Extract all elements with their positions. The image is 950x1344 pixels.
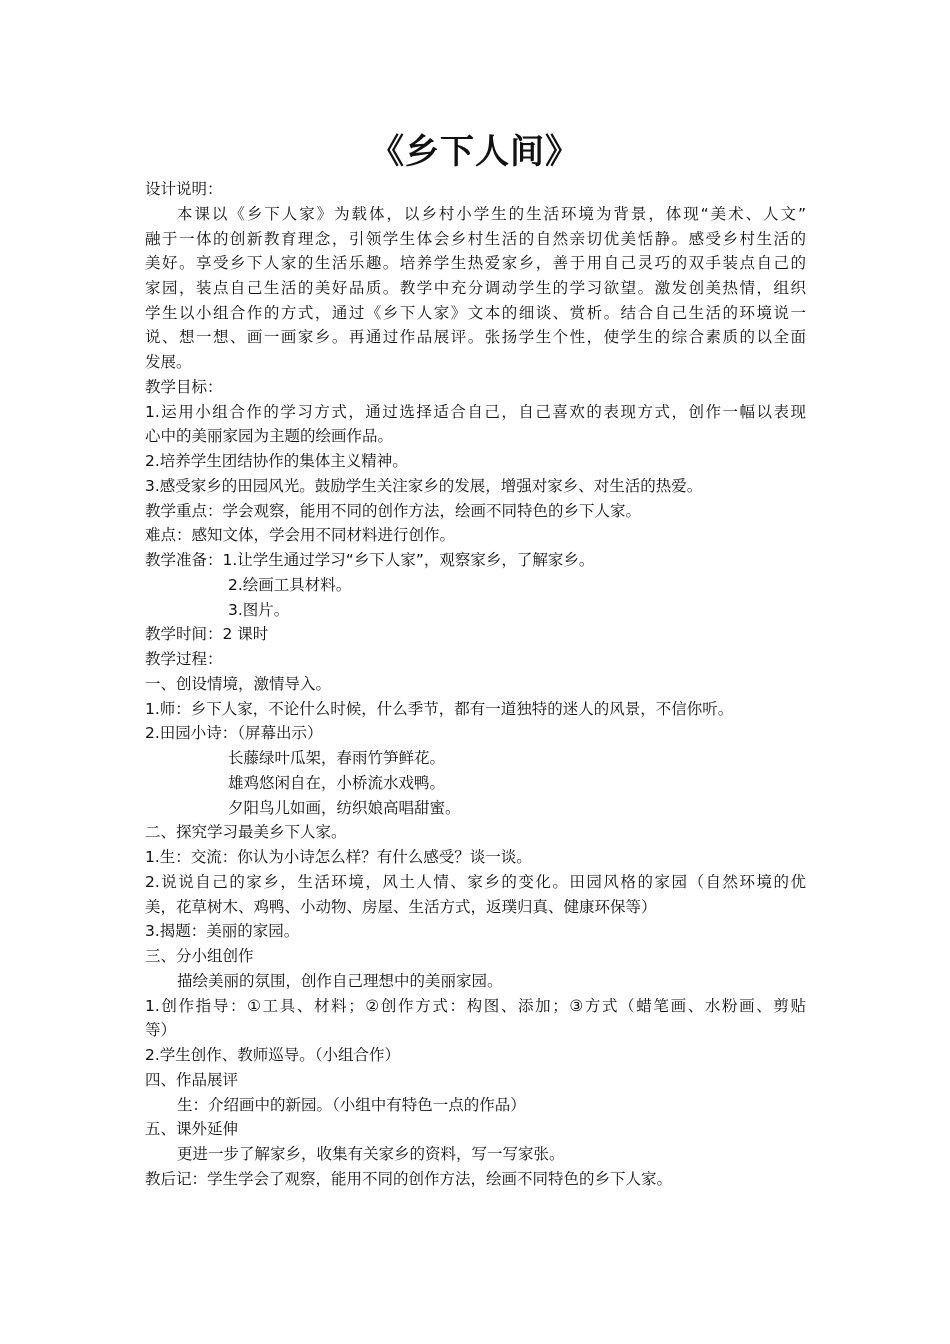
text-line: 美，花草树木、鸡鸭、小动物、房屋、生活方式，返璞归真、健康环保等） (145, 898, 657, 916)
text-line: 1.师：乡下人家，不论什么时候，什么季节，都有一道独特的迷人的风景，不信你听。 (145, 700, 734, 718)
text-line: 3.感受家乡的田园风光。鼓励学生关注家乡的发展，增强对家乡、对生活的热爱。 (145, 477, 703, 495)
text-line: 更进一步了解家乡，收集有关家乡的资料，写一写家张。 (177, 1145, 565, 1163)
text-line: 描绘美丽的氛围，创作自己理想中的美丽家园。 (177, 972, 503, 990)
text-line: 一、创设情境，激情导入。 (145, 675, 332, 693)
text-line: 2.学生创作、教师巡导。（小组合作） (145, 1046, 401, 1064)
text-line: 教学目标： (145, 378, 223, 396)
text-line: 三、分小组创作 (145, 947, 254, 965)
text-line: 2.田园小诗：（屏幕出示） (145, 724, 323, 742)
text-line: 四、作品展评 (145, 1071, 239, 1089)
text-line: 1.运用小组合作的学习方式，通过选择适合自己，自己喜欢的表现方式，创作一幅以表现 (145, 403, 806, 421)
text-line: 2.培养学生团结协作的集体主义精神。 (145, 452, 408, 470)
text-line: 教学准备：1.让学生通过学习“乡下人家”，观察家乡，了解家乡。 (145, 551, 595, 569)
text-line: 1.创作指导：①工具、材料；②创作方式：构图、添加；③方式（蜡笔画、水粉画、剪贴 (145, 997, 806, 1015)
text-line: 长藤绿叶瓜架，春雨竹笋鲜花。 (228, 749, 446, 767)
text-line: 3.图片。 (228, 601, 290, 619)
text-line: 2.说说自己的家乡，生活环境，风土人情、家乡的变化。田园风格的家园（自然环境的优 (145, 873, 806, 891)
text-line: 心中的美丽家园为主题的绘画作品。 (145, 427, 394, 445)
text-line: 设计说明： (145, 180, 223, 198)
text-line: 3.揭题：美丽的家园。 (145, 922, 300, 940)
text-line: 融于一体的创新教育理念，引领学生体会乡村生活的自然亲切优美恬静。感受乡村生活的 (145, 230, 806, 248)
text-line: 说、想一想、画一画家乡。再通过作品展评。张扬学生个性，使学生的综合素质的以全面 (145, 328, 806, 346)
text-line: 教学时间：2 课时 (145, 625, 269, 643)
text-line: 难点：感知文体，学会用不同材料进行创作。 (145, 526, 456, 544)
text-line: 2.绘画工具材料。 (228, 576, 352, 594)
text-line: 发展。 (145, 353, 192, 371)
text-line: 教学重点：学会观察，能用不同的创作方法，绘画不同特色的乡下人家。 (145, 502, 642, 520)
text-line: 学生以小组合作的方式，通过《乡下人家》文本的细谈、赏析。结合自己生活的环境说一 (145, 304, 806, 322)
text-line: 雄鸡悠闲自在，小桥流水戏鸭。 (228, 774, 446, 792)
text-line: 教学过程： (145, 650, 223, 668)
text-line: 家园，装点自己生活的美好品质。教学中充分调动学生的学习欲望。激发创美热情，组织 (145, 279, 806, 297)
text-line: 夕阳鸟儿如画，纺织娘高唱甜蜜。 (228, 799, 461, 817)
text-line: 美好。享受乡下人家的生活乐趣。培养学生热爱家乡，善于用自己灵巧的双手装点自己的 (145, 254, 806, 272)
text-line: 教后记：学生学会了观察，能用不同的创作方法，绘画不同特色的乡下人家。 (145, 1170, 673, 1188)
document-title: 《乡下人间》 (370, 132, 580, 172)
text-line: 等） (145, 1021, 177, 1039)
text-line: 本课以《乡下人家》为载体，以乡村小学生的生活环境为背景，体现“美术、人文” (177, 205, 806, 223)
text-line: 生：介绍画中的新园。（小组中有特色一点的作品） (177, 1096, 526, 1114)
text-line: 五、课外延伸 (145, 1120, 239, 1138)
text-line: 1.生：交流：你认为小诗怎么样？有什么感受？谈一谈。 (145, 848, 532, 866)
text-line: 二、探究学习最美乡下人家。 (145, 823, 347, 841)
